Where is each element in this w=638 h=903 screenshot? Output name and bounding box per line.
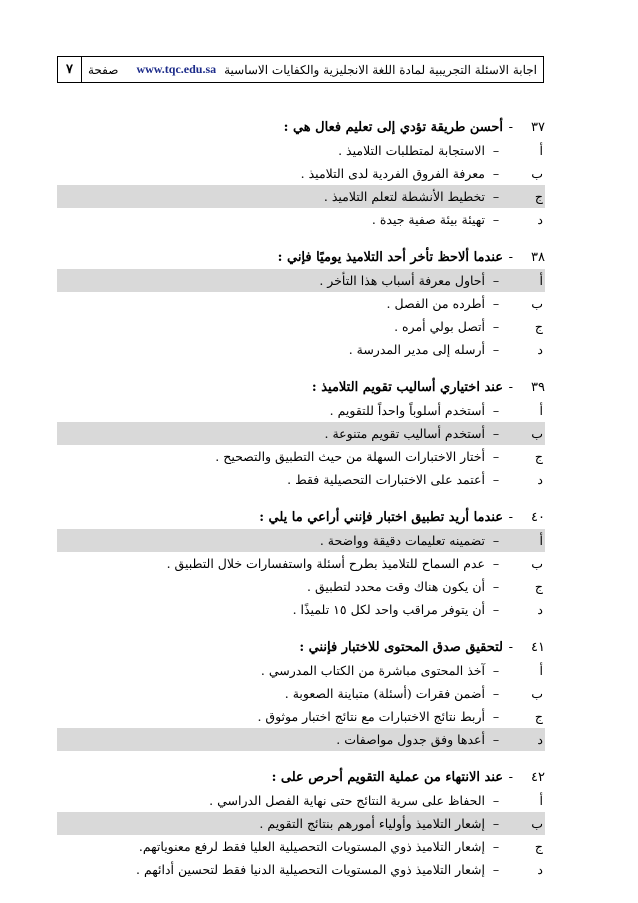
option-letter: د xyxy=(537,862,543,877)
option-b-answer: ب – إشعار التلاميذ وأولياء أمورهم بنتائج التقويم . xyxy=(57,812,545,835)
question-header: ٤٠ - عندما أريد تطبيق اختبار فإنني أراعي ما يلي : xyxy=(259,510,545,525)
option-b: ب – عدم السماح للتلاميذ بطرح أسئلة واستفسارات خلال التطبيق . xyxy=(166,556,543,571)
option-c: ج – أن يكون هناك وقت محدد لتطبيق . xyxy=(307,579,543,594)
option-letter: ج xyxy=(534,449,543,464)
option-d: د – أرسله إلى مدير المدرسة . xyxy=(348,342,543,357)
option-d: د – أن يتوفر مراقب واحد لكل ١٥ تلميذًا . xyxy=(292,602,543,617)
option-text: أطرده من الفصل . xyxy=(386,296,485,311)
option-d-answer: د – أعدها وفق جدول مواصفات . xyxy=(57,728,545,751)
option-letter: د xyxy=(537,212,543,227)
website-link[interactable]: www.tqc.edu.sa xyxy=(136,62,217,76)
option-letter: د xyxy=(537,472,543,487)
option-letter: د xyxy=(537,732,543,747)
option-text: أن يكون هناك وقت محدد لتطبيق . xyxy=(307,579,485,594)
option-text: إشعار التلاميذ ذوي المستويات التحصيلية العليا فقط لرفع معنوياتهم. xyxy=(138,839,485,854)
option-letter: ب xyxy=(531,816,543,831)
question-number: ٣٩ xyxy=(531,380,545,395)
question-header: ٣٧ - أحسن طريقة تؤدي إلى تعليم فعال هي : xyxy=(283,120,545,135)
option-letter: أ xyxy=(539,403,543,418)
option-letter: أ xyxy=(539,273,543,288)
question-41 xyxy=(57,636,545,751)
option-text: أختار الاختبارات السهلة من حيث التطبيق والتصحيح . xyxy=(215,449,485,464)
option-letter: أ xyxy=(539,793,543,808)
question-header: ٣٩ - عند اختياري أساليب تقويم التلاميذ : xyxy=(311,380,545,395)
option-text: أتصل بولي أمره . xyxy=(394,319,485,334)
option-a: أ – الاستجابة لمتطلبات التلاميذ . xyxy=(338,143,543,158)
option-text: أعتمد على الاختبارات التحصيلية فقط . xyxy=(287,472,485,487)
option-text: تهيئة بيئة صفية جيدة . xyxy=(371,212,485,227)
option-text: الاستجابة لمتطلبات التلاميذ . xyxy=(338,143,485,158)
option-d: د – أعتمد على الاختبارات التحصيلية فقط . xyxy=(287,472,543,487)
option-text: أضمن فقرات (أسئلة) متباينة الصعوبة . xyxy=(284,686,485,701)
option-text: تخطيط الأنشطة لتعلم التلاميذ . xyxy=(323,189,485,204)
question-text: أحسن طريقة تؤدي إلى تعليم فعال هي : xyxy=(283,120,503,135)
option-letter: د xyxy=(537,342,543,357)
question-number: ٤٠ xyxy=(531,510,545,525)
option-letter: د xyxy=(537,602,543,617)
option-letter: ج xyxy=(534,579,543,594)
option-letter: ب xyxy=(531,686,543,701)
option-letter: ب xyxy=(531,426,543,441)
option-letter: أ xyxy=(539,533,543,548)
option-text: إشعار التلاميذ ذوي المستويات التحصيلية الدنيا فقط لتحسين أدائهم . xyxy=(136,862,485,877)
option-text: إشعار التلاميذ وأولياء أمورهم بنتائج التقويم . xyxy=(259,816,485,831)
question-number: ٤١ xyxy=(531,640,545,655)
option-letter: أ xyxy=(539,143,543,158)
question-42 xyxy=(57,766,545,881)
question-list xyxy=(57,116,545,896)
option-c: ج – أتصل بولي أمره . xyxy=(394,319,543,334)
question-header: ٣٨ - عندما ألاحظ تأخر أحد التلاميذ يوميًا فإني : xyxy=(277,250,545,265)
option-text: أعدها وفق جدول مواصفات . xyxy=(336,732,485,747)
option-c-answer: ج – تخطيط الأنشطة لتعلم التلاميذ . xyxy=(57,185,545,208)
option-text: معرفة الفروق الفردية لدى التلاميذ . xyxy=(300,166,485,181)
question-number: ٤٢ xyxy=(531,770,545,785)
option-text: آخذ المحتوى مباشرة من الكتاب المدرسي . xyxy=(260,663,485,678)
option-a: أ – آخذ المحتوى مباشرة من الكتاب المدرسي . xyxy=(260,663,543,678)
option-letter: أ xyxy=(539,663,543,678)
question-header: ٤١ - لتحقيق صدق المحتوى للاختبار فإنني : xyxy=(299,640,545,655)
option-text: الحفاظ على سرية النتائج حتى نهاية الفصل الدراسي . xyxy=(209,793,485,808)
option-a-answer: أ – أحاول معرفة أسباب هذا التأخر . xyxy=(57,269,545,292)
document-title: اجابة الاسئلة التجريبية لمادة اللغة الانجليزية والكفايات الاساسية xyxy=(224,62,537,77)
option-text: عدم السماح للتلاميذ بطرح أسئلة واستفسارات خلال التطبيق . xyxy=(166,556,485,571)
option-a-answer: أ – تضمينه تعليمات دقيقة وواضحة . xyxy=(57,529,545,552)
page-header xyxy=(57,56,544,83)
option-d: د – إشعار التلاميذ ذوي المستويات التحصيلية الدنيا فقط لتحسين أدائهم . xyxy=(136,862,543,877)
question-text: عند اختياري أساليب تقويم التلاميذ : xyxy=(311,380,503,395)
option-text: أستخدم أسلوباً واحداً للتقويم . xyxy=(329,403,485,418)
option-b: ب – معرفة الفروق الفردية لدى التلاميذ . xyxy=(300,166,543,181)
option-text: أحاول معرفة أسباب هذا التأخر . xyxy=(319,273,485,288)
question-39 xyxy=(57,376,545,491)
question-header: ٤٢ - عند الانتهاء من عملية التقويم أحرص على : xyxy=(271,770,545,785)
option-letter: ب xyxy=(531,166,543,181)
option-letter: ج xyxy=(534,319,543,334)
option-c: ج – أربط نتائج الاختبارات مع نتائج اختبار موثوق . xyxy=(257,709,543,724)
option-b: ب – أضمن فقرات (أسئلة) متباينة الصعوبة . xyxy=(284,686,543,701)
option-c: ج – أختار الاختبارات السهلة من حيث التطبيق والتصحيح . xyxy=(215,449,543,464)
question-38 xyxy=(57,246,545,361)
option-letter: ج xyxy=(534,709,543,724)
option-letter: ب xyxy=(531,296,543,311)
option-a: أ – أستخدم أسلوباً واحداً للتقويم . xyxy=(329,403,543,418)
option-a: أ – الحفاظ على سرية النتائج حتى نهاية الفصل الدراسي . xyxy=(209,793,543,808)
page-label: صفحة xyxy=(88,62,119,77)
option-letter: ج xyxy=(534,189,543,204)
option-d: د – تهيئة بيئة صفية جيدة . xyxy=(371,212,543,227)
question-text: لتحقيق صدق المحتوى للاختبار فإنني : xyxy=(299,640,503,655)
question-text: عندما ألاحظ تأخر أحد التلاميذ يوميًا فإني : xyxy=(277,250,503,265)
option-b: ب – أطرده من الفصل . xyxy=(386,296,543,311)
option-letter: ب xyxy=(531,556,543,571)
option-text: تضمينه تعليمات دقيقة وواضحة . xyxy=(319,533,485,548)
question-text: عند الانتهاء من عملية التقويم أحرص على : xyxy=(271,770,503,785)
option-text: أرسله إلى مدير المدرسة . xyxy=(348,342,485,357)
option-text: أربط نتائج الاختبارات مع نتائج اختبار موثوق . xyxy=(257,709,485,724)
question-number: ٣٨ xyxy=(531,250,545,265)
option-letter: ج xyxy=(534,839,543,854)
question-40 xyxy=(57,506,545,621)
option-b-answer: ب – أستخدم أساليب تقويم متنوعة . xyxy=(57,422,545,445)
page-number: ٧ xyxy=(58,57,82,82)
option-text: أن يتوفر مراقب واحد لكل ١٥ تلميذًا . xyxy=(292,602,485,617)
option-c: ج – إشعار التلاميذ ذوي المستويات التحصيلية العليا فقط لرفع معنوياتهم. xyxy=(138,839,543,854)
question-text: عندما أريد تطبيق اختبار فإنني أراعي ما يلي : xyxy=(259,510,503,525)
question-37 xyxy=(57,116,545,231)
question-number: ٣٧ xyxy=(531,120,545,135)
option-text: أستخدم أساليب تقويم متنوعة . xyxy=(324,426,485,441)
